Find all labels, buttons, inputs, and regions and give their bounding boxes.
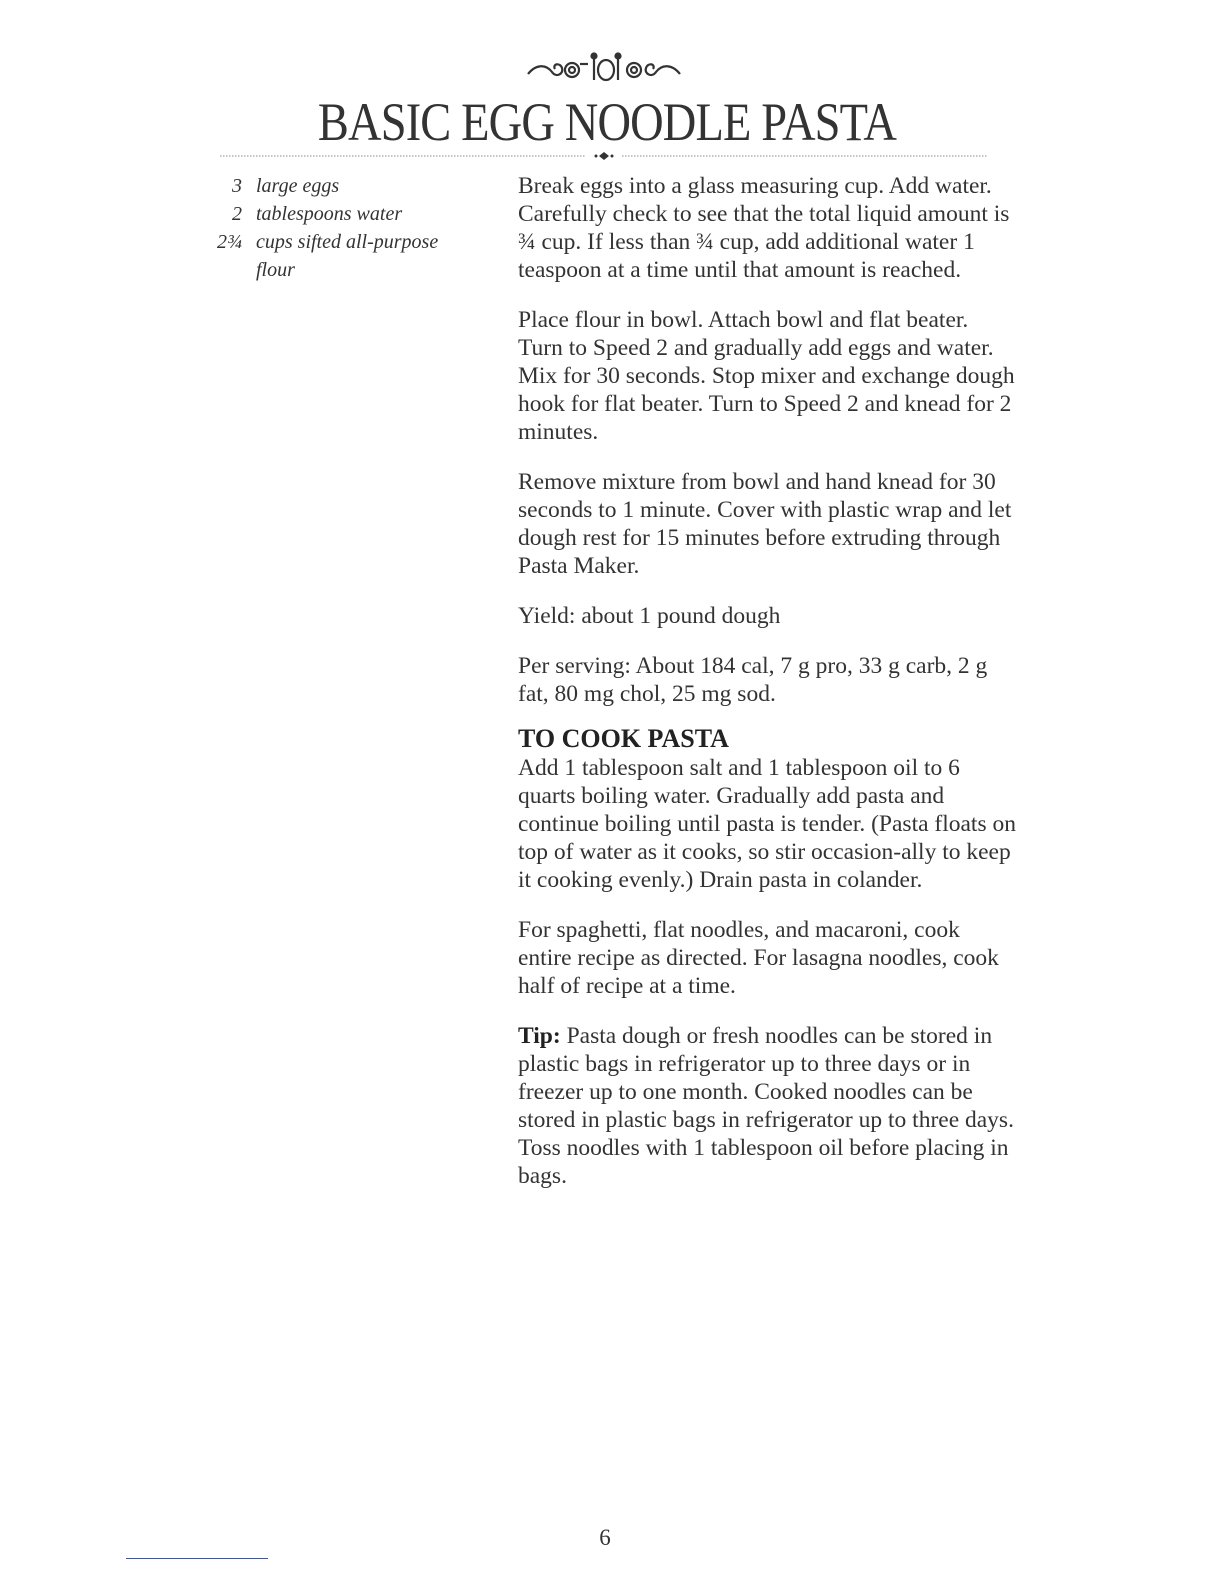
direction-paragraph: Place flour in bowl. Attach bowl and flat beater. Turn to Speed 2 and gradually add eggs and water. Mix for 30 seconds. Stop mixer and exchange dough hook for flat beater. Turn to Speed 2 and knead for 2 minutes. [518,307,1015,445]
nutrition-text: Per serving: About 184 cal, 7 g pro, 33 g carb, 2 g fat, 80 mg chol, 25 mg sod. [518,653,988,707]
ingredient-text: large eggs [256,175,340,197]
tip-label: Tip: [518,1023,561,1049]
ingredient-item [212,228,482,284]
direction-paragraph: Break eggs into a glass measuring cup. Add water. Carefully check to see that the total liquid amount is ¾ cup. If less than ¾ cup, add additional water 1 teaspoon at a time until that amount is reached. [518,173,1010,283]
ingredient-quantity: 2¾ [217,231,242,253]
ingredient-text: tablespoons water [256,203,403,225]
tip-text: Pasta dough or fresh noodles can be stored in plastic bags in refrigerator up to three days or in freezer up to one month. Cooked noodles can be stored in plastic bags in refrigerator up to three days. Toss noodles with 1 tablespoon oil before placing in bags. [518,1023,1014,1189]
ingredient-text: cups sifted all-purpose flour [256,231,439,281]
page-title: BASIC EGG NOODLE PASTA [317,92,897,152]
scroll-ornament-icon [522,50,686,86]
rule-diamond-icon [595,152,614,160]
ingredient-quantity: 3 [232,175,242,197]
title-divider [220,152,988,162]
ingredient-quantity: 2 [232,203,242,225]
page-number: 6 [599,1525,611,1550]
ingredient-list [212,172,482,284]
cook-paragraph: For spaghetti, flat noodles, and macaroni, cook entire recipe as directed. For lasagna noodles, cook half of recipe at a time. [518,917,999,999]
ingredient-item [212,200,482,228]
footnote-rule [126,1558,268,1559]
direction-paragraph: Remove mixture from bowl and hand knead for 30 seconds to 1 minute. Cover with plastic wrap and let dough rest for 15 minutes before extruding through Pasta Maker. [518,469,1012,579]
directions-column [518,172,1018,1212]
cook-paragraph: Add 1 tablespoon salt and 1 tablespoon oil to 6 quarts boiling water. Gradually add pasta and continue boiling until pasta is tender. (Pasta floats on top of water as it cooks, so stir occasion-ally to keep it cooking evenly.) Drain pasta in colander. [518,755,1016,893]
ingredient-item [212,172,482,200]
tip-paragraph [518,1022,1018,1190]
yield-text: Yield: about 1 pound dough [518,603,781,629]
section-heading: TO COOK PASTA [518,724,729,753]
